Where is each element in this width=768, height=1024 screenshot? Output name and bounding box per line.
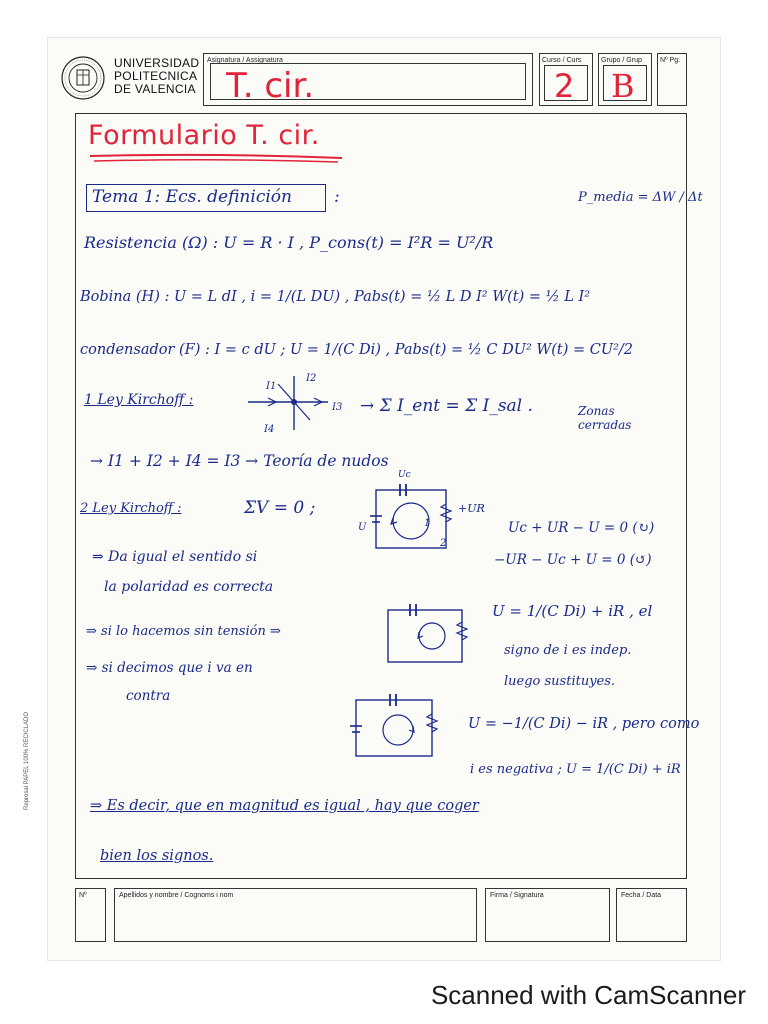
curso-value: 2 bbox=[554, 67, 575, 105]
asignatura-value: T. cir. bbox=[226, 66, 315, 106]
title-underline bbox=[88, 152, 348, 164]
note-line-2: la polaridad es correcta bbox=[104, 579, 274, 595]
circuit-label-u: U bbox=[358, 522, 367, 533]
grupo-value: B bbox=[611, 67, 635, 105]
tema-colon: : bbox=[334, 187, 340, 207]
condensador-formula: condensador (F) : I = c dU ; U = 1/(C Di) , Pabs(t) = ½ C DU² W(t) = CU²/2 bbox=[80, 342, 634, 358]
note-line-4: ⇒ si decimos que i va en bbox=[86, 660, 253, 676]
ley2-equation: ΣV = 0 ; bbox=[244, 498, 316, 518]
ley1-note: Zonas cerradas bbox=[578, 404, 632, 432]
node-label-i3: I3 bbox=[332, 402, 343, 413]
pagina-label: Nº Pg. bbox=[660, 57, 681, 64]
signature-label: Firma / Signatura bbox=[490, 892, 544, 899]
circuit-label-1: 1 bbox=[424, 518, 431, 529]
signature-box bbox=[485, 888, 610, 942]
case1-equation: U = 1/(C Di) + iR , el bbox=[492, 602, 653, 620]
number-label: Nº bbox=[79, 892, 87, 899]
ley2-heading: 2 Ley Kirchoff : bbox=[80, 501, 182, 516]
node-label-i2: I2 bbox=[306, 373, 317, 384]
asignatura-box bbox=[203, 53, 533, 106]
ley1-heading: 1 Ley Kirchoff : bbox=[84, 392, 194, 408]
conclusion-line-2: bien los signos. bbox=[100, 848, 214, 864]
curso-label: Curso / Curs bbox=[542, 57, 582, 64]
tema-heading: Tema 1: Ecs. definición bbox=[92, 187, 292, 207]
circuit-label-2: 2 bbox=[440, 538, 447, 549]
ley2-equation-2: −UR − Uc + U = 0 (↺) bbox=[494, 552, 652, 568]
ley1-result: → I1 + I2 + I4 = I3 → Teoría de nudos bbox=[90, 452, 389, 470]
recycled-paper-note: Reprosal PAPEL 100% RECICLADO bbox=[24, 711, 30, 810]
date-box bbox=[616, 888, 687, 942]
circuit-label-ur: +UR bbox=[458, 502, 485, 515]
conclusion-line-1: ⇒ Es decir, que en magnitud es igual , hay que coger bbox=[90, 798, 479, 814]
note-line-3: ⇒ si lo hacemos sin tensión ⇒ bbox=[86, 624, 281, 639]
case1-text-1: signo de i es indep. bbox=[504, 643, 632, 658]
power-average-formula: P_media = ΔW / Δt bbox=[578, 190, 703, 205]
case2-equation: U = −1/(C Di) − iR , pero como bbox=[468, 716, 700, 732]
university-seal bbox=[60, 55, 106, 101]
bobina-formula: Bobina (H) : U = L dI , i = 1/(L DU) , Pabs(t) = ½ L D I² W(t) = ½ L I² bbox=[80, 289, 591, 305]
number-box bbox=[75, 888, 106, 942]
node-label-i1: I1 bbox=[266, 381, 277, 392]
ley1-sum-equation: → Σ I_ent = Σ I_sal . bbox=[360, 396, 533, 416]
case2-text: i es negativa ; U = 1/(C Di) + iR bbox=[470, 762, 681, 777]
university-name-line-3: DE VALENCIA bbox=[114, 82, 196, 96]
university-name-line-2: POLITECNICA bbox=[114, 69, 198, 83]
grupo-box bbox=[598, 53, 652, 106]
page-title: Formulario T. cir. bbox=[88, 120, 320, 151]
note-line-5: contra bbox=[126, 688, 171, 704]
scanner-watermark-bar bbox=[0, 972, 768, 1024]
name-label: Apellidos y nombre / Cognoms i nom bbox=[119, 892, 234, 899]
case1-text-2: luego sustituyes. bbox=[504, 674, 616, 689]
loop-circuit-3 bbox=[336, 684, 446, 768]
name-box bbox=[114, 888, 477, 942]
loop-circuit-2 bbox=[372, 596, 472, 676]
resistencia-formula: Resistencia (Ω) : U = R · I , P_cons(t) = I²R = U²/R bbox=[84, 233, 494, 252]
node-label-i4: I4 bbox=[264, 424, 275, 435]
ley2-equation-1: Uc + UR − U = 0 (↻) bbox=[508, 520, 655, 536]
note-line-1: ⇒ Da igual el sentido si bbox=[92, 549, 258, 565]
grupo-label: Grupo / Grup bbox=[601, 57, 642, 64]
pagina-box bbox=[657, 53, 687, 106]
university-name-line-1: UNIVERSIDAD bbox=[114, 56, 200, 70]
curso-box bbox=[539, 53, 593, 106]
asignatura-label: Asignatura / Assignatura bbox=[207, 57, 283, 64]
scanner-watermark: Scanned with CamScanner bbox=[430, 980, 746, 1010]
circuit-label-uc: Uc bbox=[398, 470, 411, 480]
date-label: Fecha / Data bbox=[621, 892, 662, 899]
